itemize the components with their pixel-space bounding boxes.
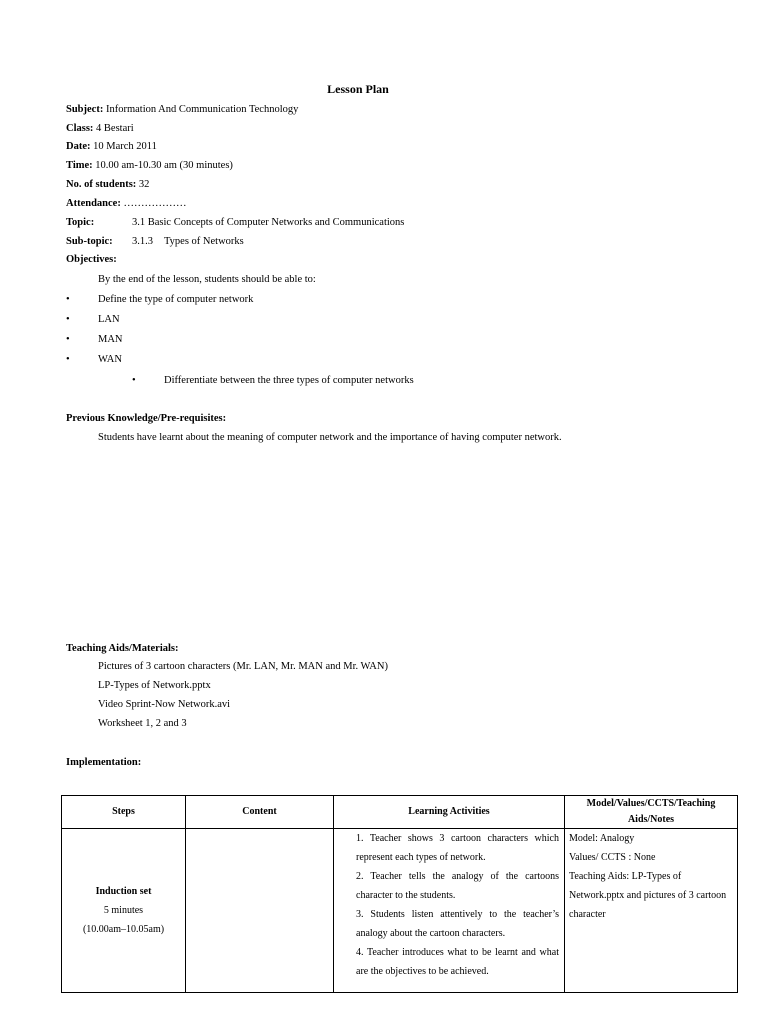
table-header-row (62, 796, 738, 829)
step-duration: 5 minutes (103, 905, 144, 916)
activity-item: 2. Teacher tells the analogy of the cartoons character to the students. (356, 871, 559, 901)
bullet-icon: • (66, 314, 70, 325)
note-item: Model: Analogy (569, 833, 635, 844)
notes-cell (565, 829, 738, 993)
page-title: Lesson Plan (327, 82, 389, 96)
step-time-range: (10.00am–10.05am) (82, 924, 165, 935)
teaching-aid-item: Video Sprint-Now Network.avi (98, 699, 231, 710)
field-label: No. of students: (66, 179, 137, 190)
field-students (66, 179, 149, 190)
field-date (66, 141, 157, 152)
activity-item: 4. Teacher introduces what to be learnt and what are the objectives to be achieved. (356, 947, 559, 977)
objective-item: Define the type of computer network (98, 294, 254, 305)
field-label: Time: (66, 160, 93, 171)
topic-label: Topic: (66, 217, 95, 228)
field-label: Date: (66, 141, 91, 152)
header-notes: Model/Values/CCTS/Teaching Aids/Notes (565, 796, 738, 829)
table-row (62, 829, 738, 993)
teaching-aid-item: Worksheet 1, 2 and 3 (98, 718, 187, 729)
bullet-icon: • (132, 375, 136, 386)
teaching-aid-item: LP-Types of Network.pptx (98, 680, 211, 691)
field-attendance (66, 198, 186, 209)
objectives-intro: By the end of the lesson, students should be able to: (98, 274, 316, 285)
field-label: Class: (66, 123, 94, 134)
header-steps: Steps (62, 796, 186, 829)
activity-item: 3. Students listen attentively to the teacher’s analogy about the cartoon characters. (356, 909, 559, 939)
field-label: Attendance: (66, 198, 121, 209)
note-item: Values/ CCTS : None (569, 852, 656, 863)
teaching-aids-label: Teaching Aids/Materials: (66, 643, 179, 654)
header-learning-activities: Learning Activities (334, 796, 565, 829)
topic-value: 3.1 Basic Concepts of Computer Networks and Communications (132, 217, 405, 228)
header-content: Content (186, 796, 334, 829)
implementation-table (61, 795, 738, 993)
note-item: Teaching Aids: LP-Types of Network.pptx and pictures of 3 cartoon character (569, 871, 727, 920)
objectives-label: Objectives: (66, 254, 117, 265)
objective-item: WAN (98, 354, 122, 365)
subtopic-number: 3.1.3 (132, 236, 153, 247)
prior-knowledge-label: Previous Knowledge/Pre-requisites: (66, 413, 227, 424)
implementation-label: Implementation: (66, 757, 142, 768)
field-value: Information And Communication Technology (103, 104, 299, 115)
activities-cell (334, 829, 565, 993)
field-subject (66, 104, 298, 115)
prior-knowledge-text: Students have learnt about the meaning of computer network and the importance of having computer network. (98, 432, 562, 443)
objective-item: LAN (98, 314, 120, 325)
subtopic-value: Types of Networks (164, 236, 244, 247)
content-cell (186, 829, 334, 993)
activity-item: 1. Teacher shows 3 cartoon characters which represent each types of network. (356, 833, 559, 863)
field-value: 32 (136, 179, 150, 190)
field-value: 10 March 2011 (90, 141, 157, 152)
field-value: ……………… (120, 198, 187, 209)
bullet-icon: • (66, 334, 70, 345)
field-class (66, 123, 134, 134)
bullet-icon: • (66, 354, 70, 365)
field-value: 4 Bestari (93, 123, 134, 134)
bullet-icon: • (66, 294, 70, 305)
subtopic-label: Sub-topic: (66, 236, 113, 247)
field-time (66, 160, 233, 171)
field-label: Subject: (66, 104, 104, 115)
objective-subitem: Differentiate between the three types of computer networks (164, 375, 414, 386)
field-value: 10.00 am-10.30 am (30 minutes) (92, 160, 233, 171)
objective-item: MAN (98, 334, 123, 345)
teaching-aid-item: Pictures of 3 cartoon characters (Mr. LAN, Mr. MAN and Mr. WAN) (98, 661, 388, 672)
step-cell (62, 829, 186, 993)
step-title: Induction set (95, 886, 152, 897)
